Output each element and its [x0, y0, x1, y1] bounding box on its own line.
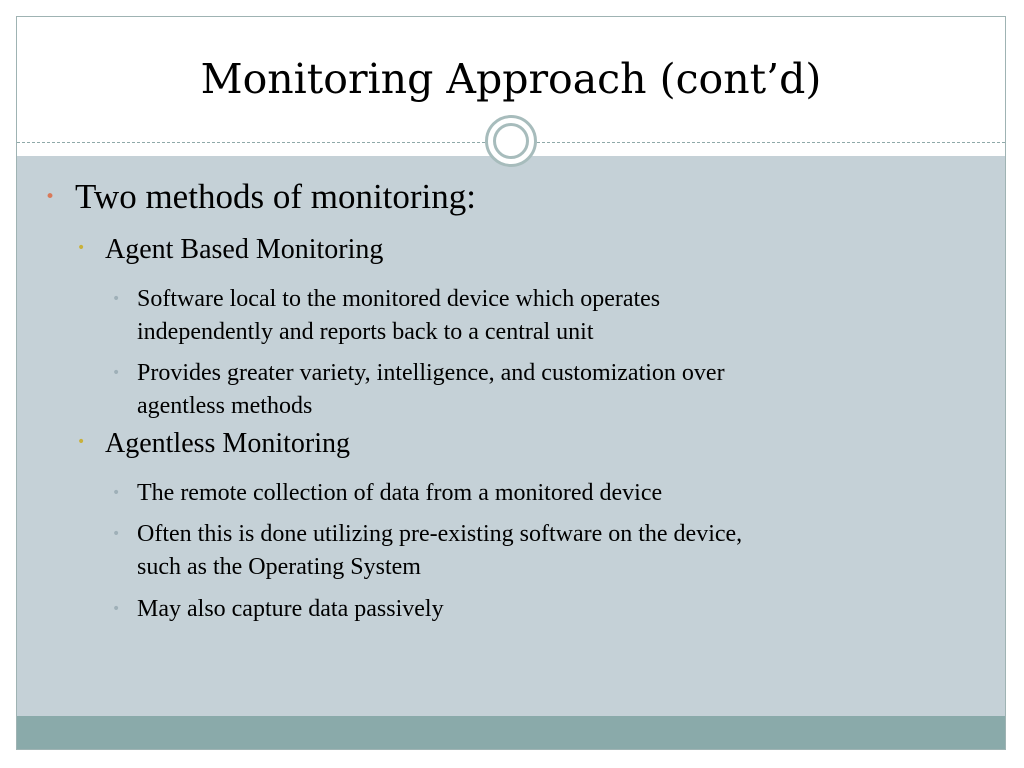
list-item-line: The remote collection of data from a monitored device — [137, 480, 663, 506]
list-item-line: Provides greater variety, intelligence, and customization over — [137, 360, 725, 386]
list-item-line: agentless methods — [137, 393, 313, 419]
ring-ornament-inner — [493, 123, 529, 159]
list-item-agent-based — [77, 234, 384, 266]
bullet-icon: • — [112, 526, 121, 542]
ring-ornament-icon — [485, 115, 537, 167]
list-item-agentless — [77, 428, 350, 460]
section-heading: Agentless Monitoring — [105, 428, 350, 459]
list-item-line: May also capture data passively — [137, 596, 444, 622]
bullet-icon: • — [112, 601, 121, 617]
footer-bar — [17, 716, 1005, 750]
bullet-icon: • — [77, 434, 86, 450]
list-item — [112, 283, 661, 349]
bullet-icon: • — [112, 365, 121, 381]
bullet-icon: • — [112, 291, 121, 307]
slide — [16, 16, 1006, 750]
section-heading: Agent Based Monitoring — [105, 234, 384, 265]
slide-title: Monitoring Approach (cont’d) — [200, 55, 822, 103]
list-item — [112, 593, 444, 626]
list-item-line: independently and reports back to a central unit — [137, 319, 594, 345]
list-item — [112, 518, 743, 584]
list-item-line: Software local to the monitored device which operates — [137, 286, 661, 312]
bullet-icon: • — [112, 485, 121, 501]
list-item-line: such as the Operating System — [137, 554, 421, 580]
list-item-main — [45, 177, 476, 217]
bullet-icon: • — [45, 187, 56, 207]
main-bullet-text: Two methods of monitoring: — [75, 177, 476, 216]
bullet-icon: • — [77, 240, 86, 256]
list-item-line: Often this is done utilizing pre-existing software on the device, — [137, 521, 743, 547]
list-item — [112, 357, 725, 423]
list-item — [112, 477, 663, 510]
